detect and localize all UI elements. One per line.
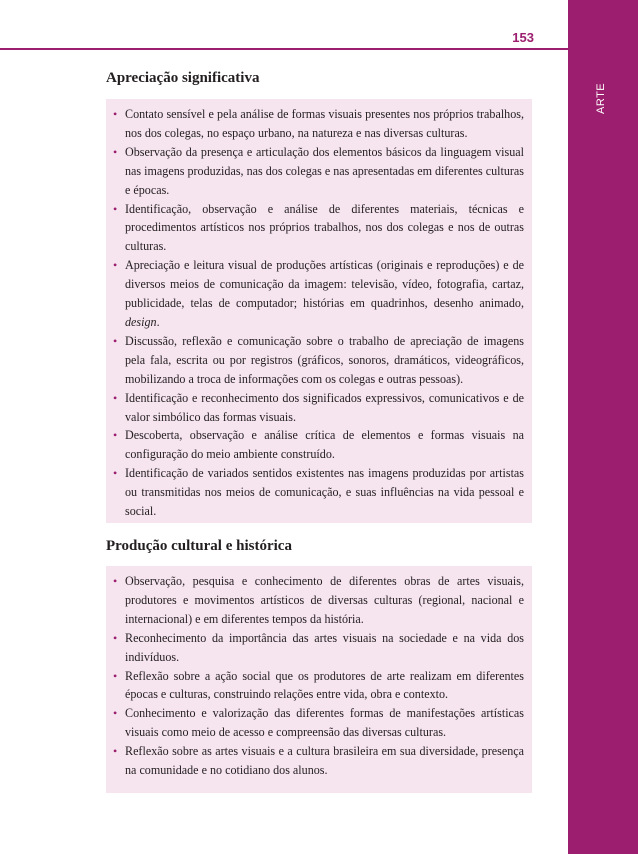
section-title-apreciacao: Apreciação significativa [106,70,260,86]
list-item: • Reflexão sobre a ação social que os produtores de arte realizam em diferentes épocas e culturas, construindo relações entre vida, obra e contexto. [113,668,524,702]
section-box-producao [106,566,532,793]
bullet-icon: • [113,744,118,759]
section-title-producao: Produção cultural e histórica [106,538,292,554]
list-item: • Identificação de variados sentidos existentes nas imagens produzidas por artistas ou transmitidas nos meios de comunicação, e suas influências na vida pessoal e social. [113,466,524,519]
italic-word: design [125,314,157,329]
bullet-icon: • [113,630,118,645]
list-item: • Reflexão sobre as artes visuais e a cultura brasileira em sua diversidade, presença na comunidade e no cotidiano dos alunos. [113,744,524,778]
list-item: • Descoberta, observação e análise crítica de elementos e formas visuais na configuração do meio ambiente construído. [113,428,524,462]
list-item: • Discussão, reflexão e comunicação sobre o trabalho de apreciação de imagens pela fala, escrita ou por registros (gráficos, sonoros, dramáticos, videográficos, mobilizando a troca de informações com os colegas e outras pessoas). [113,333,524,386]
bullet-icon: • [113,107,118,121]
list-item: • Identificação e reconhecimento dos significados expressivos, comunicativos e de valor simbólico das formas visuais. [113,390,524,424]
bullet-icon: • [113,668,118,683]
list-item: • Identificação, observação e análise de diferentes materiais, técnicas e procedimentos artísticos nos próprios trabalhos, nos dos colegas e nos de outras culturas. [113,201,524,254]
list-item: • Observação, pesquisa e conhecimento de diferentes obras de artes visuais, produtores e movimentos artísticos de diversas culturas (regional, nacional e internacional) e em diferentes tempos da história. [113,574,524,626]
list-item: • Contato sensível e pela análise de formas visuais presentes nos próprios trabalhos, nos dos colegas, no espaço urbano, na natureza e nas diversas culturas. [113,107,524,140]
bullet-icon: • [113,201,118,216]
section-box-apreciacao [106,99,532,523]
bullet-icon: • [113,466,118,481]
list-item: • Conhecimento e valorização das diferentes formas de manifestações artísticas visuais como meio de acesso e compreensão das diversas culturas. [113,706,524,740]
list-item: • Apreciação e leitura visual de produções artísticas (originais e reproduções) e de diversos meios de comunicação da imagem: televisão, vídeo, fotografia, cartaz, publicidade, telas de computador; histórias em quadrinhos, desenho animado, design. [113,258,524,329]
side-tab-label: ARTE [595,82,607,114]
bullet-icon: • [113,706,118,721]
bullet-icon: • [113,428,118,443]
bullet-icon: • [113,390,118,405]
list-item: • Observação da presença e articulação dos elementos básicos da linguagem visual nas imagens produzidas, nas dos colegas e nas apresentadas em diferentes culturas e épocas. [113,144,524,197]
side-tab [568,0,638,854]
bullet-icon: • [113,574,118,588]
bullet-icon: • [113,144,118,159]
list-item: • Reconhecimento da importância das artes visuais na sociedade e na vida dos indivíduos. [113,630,524,664]
bullet-list [112,105,524,521]
bullet-icon: • [113,258,118,273]
page-number: 153 [512,30,534,45]
bullet-list [112,572,524,780]
header-rule [0,48,568,50]
bullet-icon: • [113,333,118,348]
